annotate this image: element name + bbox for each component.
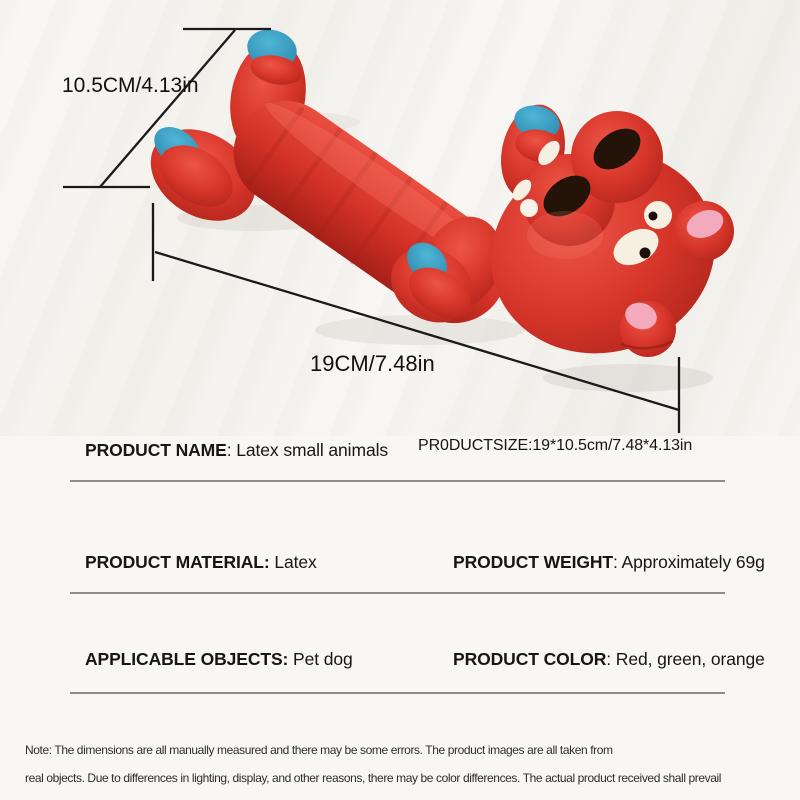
spec-divider xyxy=(70,692,725,694)
spec-value: PR0DUCTSIZE:19*10.5cm/7.48*4.13in xyxy=(418,437,693,454)
spec-value: : Approximately 69g xyxy=(612,552,765,572)
spec-product-material xyxy=(85,552,317,573)
spec-label: PRODUCT NAME xyxy=(85,440,227,460)
spec-value: : Red, green, orange xyxy=(606,649,765,669)
dimension-height-label: 10.5CM/4.13in xyxy=(62,74,199,97)
spec-label: APPLICABLE OBJECTS: xyxy=(85,649,289,669)
spec-product-name xyxy=(85,440,388,461)
spec-product-size xyxy=(418,437,692,455)
spec-product-weight xyxy=(453,552,765,573)
note-line-2: real objects. Due to differences in lighting, display, and other reasons, there may be color differences. The actual product received shall prevail xyxy=(25,771,722,785)
spec-label: PRODUCT MATERIAL: xyxy=(85,552,270,572)
spec-label: PRODUCT WEIGHT xyxy=(453,552,613,572)
spec-divider xyxy=(70,480,725,482)
disclaimer-note xyxy=(25,736,800,792)
spec-value: : Latex small animals xyxy=(226,440,389,460)
spec-label: PRODUCT COLOR xyxy=(453,649,607,669)
spec-divider xyxy=(70,592,725,594)
note-line-1: Note: The dimensions are all manually measured and there may be some errors. The product images are all taken from xyxy=(25,743,613,757)
spec-product-color xyxy=(453,649,765,670)
toy-tooth xyxy=(520,199,538,217)
spec-value: Latex xyxy=(269,552,317,572)
spec-applicable-objects xyxy=(85,649,353,670)
dimension-length-label: 19CM/7.48in xyxy=(310,351,435,376)
spec-value: Pet dog xyxy=(288,649,353,669)
